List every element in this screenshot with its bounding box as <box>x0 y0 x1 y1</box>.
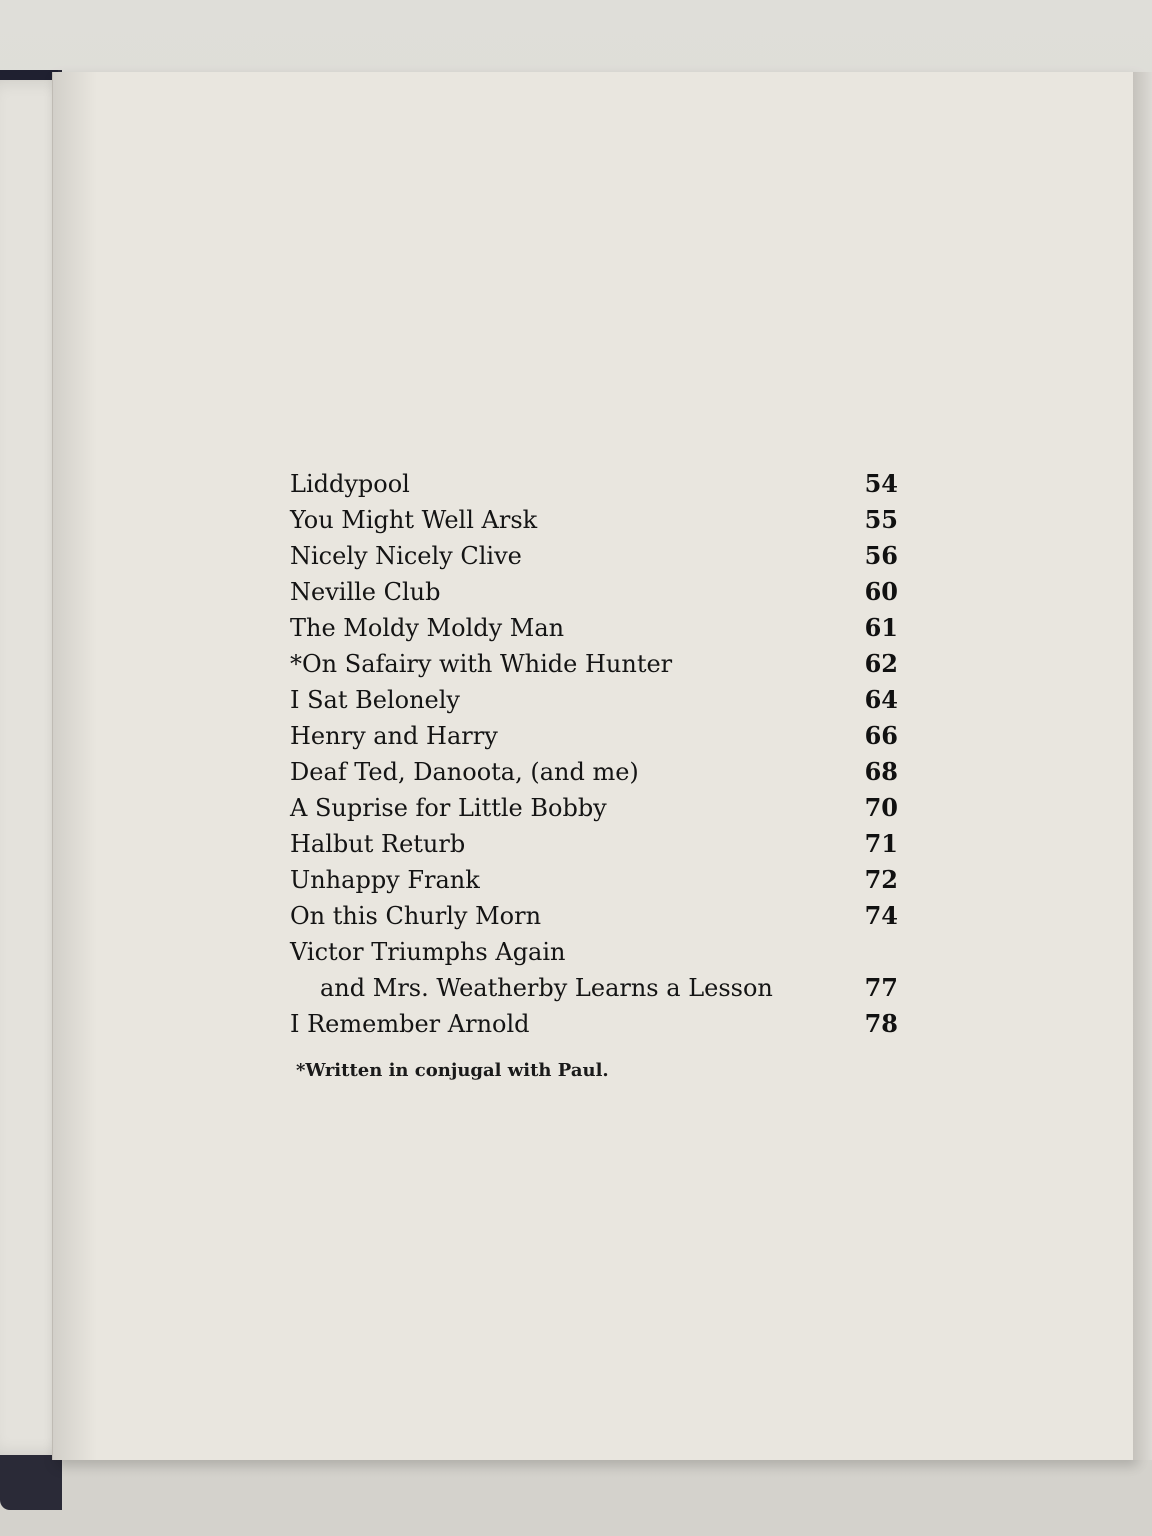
toc-title: Halbut Returb <box>290 830 466 858</box>
toc-title: and Mrs. Weatherby Learns a Lesson <box>320 974 773 1002</box>
toc-page-number: 77 <box>864 973 898 1002</box>
toc-title: I Sat Belonely <box>290 686 460 714</box>
toc-title: A Suprise for Little Bobby <box>290 794 607 822</box>
toc-entry <box>290 718 910 754</box>
toc-entry <box>290 826 910 862</box>
toc-page-number: 60 <box>864 577 898 606</box>
toc-title: *On Safairy with Whide Hunter <box>290 650 673 678</box>
toc-page-number: 68 <box>864 757 898 786</box>
toc-page-number: 66 <box>864 721 898 750</box>
toc-page-number: 56 <box>864 541 898 570</box>
toc-entry <box>290 790 910 826</box>
toc-title: I Remember Arnold <box>290 1010 530 1038</box>
toc-page-number: 72 <box>864 865 898 894</box>
toc-entry <box>290 538 910 574</box>
toc-title: Nicely Nicely Clive <box>290 542 522 570</box>
toc-page-number: 54 <box>864 469 898 498</box>
toc-entry <box>290 466 910 502</box>
toc-page-number: 61 <box>864 613 898 642</box>
toc-title: Henry and Harry <box>290 722 498 750</box>
toc-entry <box>290 682 910 718</box>
toc-entry <box>290 934 910 970</box>
toc-entry <box>290 574 910 610</box>
toc-entry <box>290 1006 910 1042</box>
toc-entry <box>290 502 910 538</box>
toc-page-number: 64 <box>864 685 898 714</box>
toc-entry-continued <box>290 970 910 1006</box>
toc-title: Liddypool <box>290 470 410 498</box>
toc-page-number: 71 <box>864 829 898 858</box>
toc-page-number: 78 <box>864 1009 898 1038</box>
toc-title: Unhappy Frank <box>290 866 480 894</box>
toc-page-number: 70 <box>864 793 898 822</box>
toc-page-number: 74 <box>864 901 898 930</box>
toc-entry <box>290 898 910 934</box>
table-of-contents <box>290 466 910 1042</box>
toc-title: On this Churly Morn <box>290 902 542 930</box>
toc-entry <box>290 862 910 898</box>
toc-title: Victor Triumphs Again <box>290 938 566 966</box>
page-stack-edge <box>1133 72 1152 1460</box>
footnote: *Written in conjugal with Paul. <box>296 1060 609 1081</box>
toc-entry <box>290 754 910 790</box>
toc-entry <box>290 646 910 682</box>
toc-page-number: 55 <box>864 505 898 534</box>
toc-entry <box>290 610 910 646</box>
toc-title: Neville Club <box>290 578 441 606</box>
toc-title: Deaf Ted, Danoota, (and me) <box>290 758 639 786</box>
toc-page-number: 62 <box>864 649 898 678</box>
toc-title: You Might Well Arsk <box>290 506 538 534</box>
toc-title: The Moldy Moldy Man <box>290 614 565 642</box>
